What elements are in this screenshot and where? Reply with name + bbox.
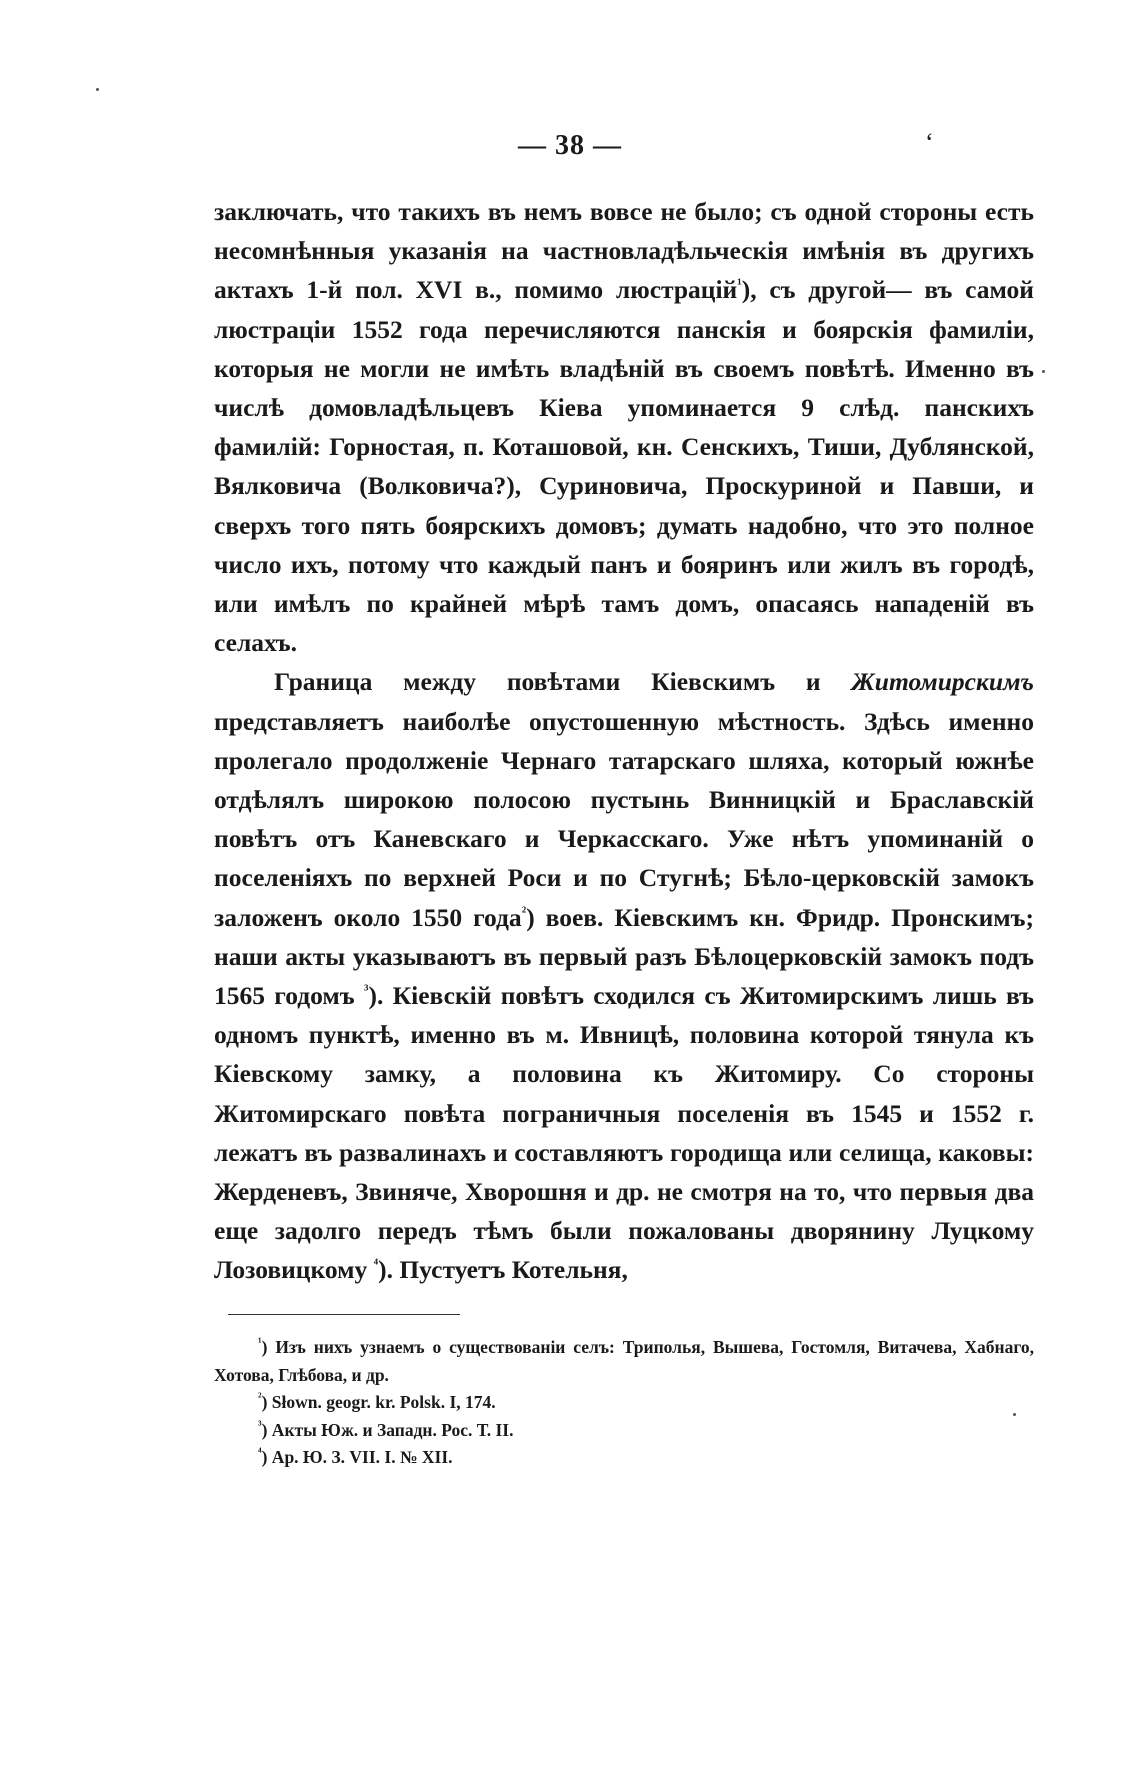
footnote-3: $^{^3}$) Акты Юж. и Западн. Рос. Т. II.	[258, 1417, 514, 1440]
footnotes	[214, 1334, 1034, 1472]
italic-term: Житомирскимъ	[851, 667, 1034, 697]
paragraph-2: Граница между повѣтами Кіевскимъ и Житомирскимъ представляетъ наиболѣе опустошенную мѣстность. Здѣсь именно пролегало продолженіе Чернаго татарскаго шляха, который южнѣе отдѣлялъ широкою полосою пустынь Винницкій и Браславскій повѣтъ отъ Каневскаго и Черкасскаго. Уже нѣтъ упоминаній о поселеніяхъ по верхней Роси и по Стугнѣ; Бѣло-церковскій замокъ заложенъ около 1550 года$^{^2}$) воев. Кіевскимъ кн. Фридр. Пронскимъ; наши акты указываютъ въ первый разъ Бѣлоцерковскій замокъ подъ 1565 годомъ $^{^3}$). Кіевскій повѣтъ сходился съ Житомирскимъ лишь въ одномъ пунктѣ, именно въ м. Ивницѣ, половина которой тянула къ Кіевскому замку, а половина къ Житомиру. Со стороны Житомирскаго повѣта пограничныя поселенія въ 1545 и 1552 г. лежатъ въ развалинахъ и составляютъ городища или селища, каковы: Жерденевъ, Звиняче, Хворошня и др. не смотря на то, что первыя два еще задолго передъ тѣмъ были пожалованы дворянину Луцкому Лозовицкому $^{^4}$). Пустуетъ Котельня,	[214, 667, 1035, 1285]
footnote-ref-3[interactable]: ³	[363, 982, 369, 999]
corner-mark: ‘	[925, 128, 934, 157]
stray-dot	[1042, 370, 1045, 373]
footnote-ref-2[interactable]: ²	[521, 904, 527, 921]
footnote-4: $^{^4}$) Ар. Ю. З. VII. I. № XII.	[258, 1445, 453, 1467]
main-text	[214, 192, 1034, 1290]
paragraph-1: заключать, что такихъ въ немъ вовсе не было; съ одной стороны есть несомнѣнныя указанія на частновладѣльческія имѣнія въ другихъ актахъ 1-й пол. XVI в., помимо люстрацій$^{^1}$), съ другой— въ самой люстраціи 1552 года перечисляются панскія и боярскія фамиліи, которыя не могли не имѣть владѣній въ своемъ повѣтѣ. Именно въ числѣ домовладѣльцевъ Кіева упоминается 9 слѣд. панскихъ фамилій: Горностая, п. Коташовой, кн. Сенскихъ, Тиши, Дублянской, Вялковича (Волковича?), Суриновича, Проскуриной и Павши, и сверхъ того пять боярскихъ домовъ; думать надобно, что это полное число ихъ, потому что каждый панъ и бояринъ или жилъ въ городѣ, или имѣлъ по крайней мѣрѣ тамъ домъ, опасаясь нападеній въ селахъ.	[214, 197, 1034, 658]
stray-dot	[96, 88, 99, 91]
footnote-ref-4[interactable]: ⁴	[373, 1256, 379, 1273]
footnote-divider	[228, 1314, 460, 1315]
footnote-1: $^{^1}$) Изъ нихъ узнаемъ о существованіи селъ: Триполья, Вышева, Гостомля, Витачева, Хабнаго, Хотова, Глѣбова, и др.	[214, 1335, 1034, 1385]
page-number: — 38 —	[518, 130, 622, 161]
footnote-ref-1[interactable]: ¹	[737, 276, 742, 293]
footnote-2: $^{^2}$) Słown. geogr. kr. Polsk. I, 174.	[258, 1390, 496, 1412]
